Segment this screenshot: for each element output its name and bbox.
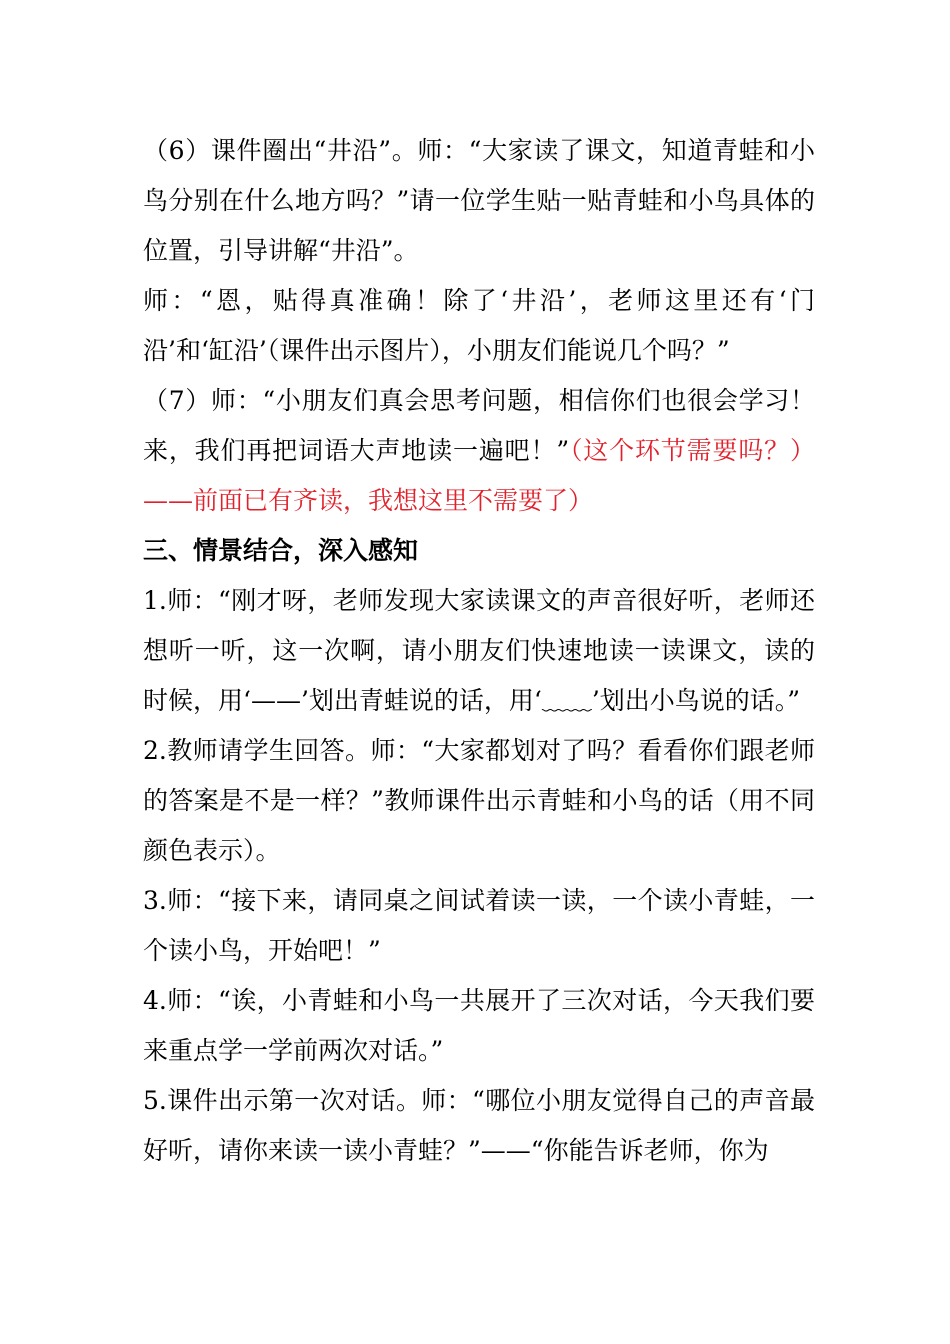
list-item-3: 3.师：“接下来，请同桌之间试着读一读，一个读小青蛙，一个读小鸟，开始吧！” — [143, 886, 815, 965]
paragraph-step-6: （6）课件圈出“井沿”。师：“大家读了课文，知道青蛙和小鸟分别在什么地方吗？”请一位学生贴一贴青蛙和小鸟具体的位置，引导讲解“井沿”。 — [143, 136, 815, 265]
paragraph-step-7-text: （7）师：“小朋友们真会思考问题，相信你们也很会学习！来，我们再把词语大声地读一遍吧！” — [143, 386, 815, 465]
reviewer-comment: （这个环节需要吗？）——前面已有齐读，我想这里不需要了） — [143, 436, 815, 515]
list-item-4: 4.师：“诶，小青蛙和小鸟一共展开了三次对话，今天我们要来重点学一学前两次对话。” — [143, 986, 815, 1065]
list-item-2: 2.教师请学生回答。师：“大家都划对了吗？看看你们跟老师的答案是不是一样？”教师课件出示青蛙和小鸟的话（用不同颜色表示）。 — [143, 736, 815, 865]
list-item-5: 5.课件出示第一次对话。师：“哪位小朋友觉得自己的声音最好听，请你来读一读小青蛙？”——“你能告诉老师，你为 — [143, 1086, 815, 1165]
section-heading: 三、情景结合，深入感知 — [143, 536, 419, 565]
list-item-1: 1.师：“刚才呀，老师发现大家读课文的声音很好听，老师还想听一听，这一次啊，请小朋友们快速地读一读课文，读的时候，用‘——’划出青蛙说的话，用‘﹏﹏’划出小鸟说的话。” — [143, 586, 815, 715]
document-page — [143, 126, 815, 1176]
paragraph-step-7 — [143, 376, 815, 526]
paragraph-step-6-continued: 师：“恩，贴得真准确！除了‘井沿’，老师这里还有‘门沿’和‘缸沿’（课件出示图片），小朋友们能说几个吗？” — [143, 286, 815, 365]
